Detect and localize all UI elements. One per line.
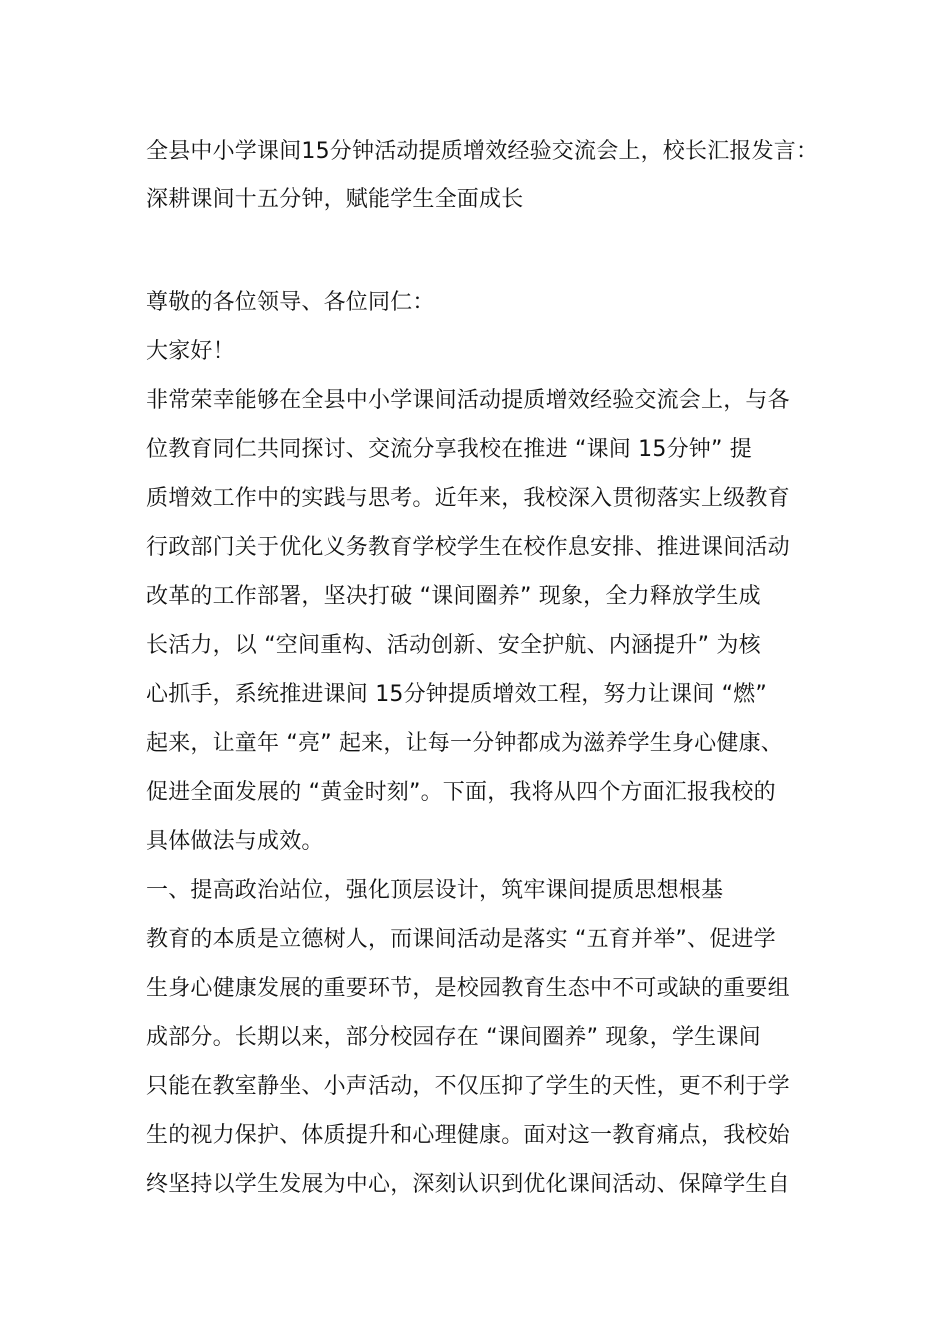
- section-1-line-3: 成部分。长期以来，部分校园存在 “课间圈养” 现象，学生课间: [146, 1025, 761, 1050]
- intro-line-10: 具体做法与成效。: [146, 829, 324, 854]
- document-title-line-1: 全县中小学课间15分钟活动提质增效经验交流会上，校长汇报发言：: [146, 139, 819, 164]
- intro-line-4: 行政部门关于优化义务教育学校学生在校作息安排、推进课间活动: [146, 535, 790, 560]
- section-1-line-1: 教育的本质是立德树人，而课间活动是落实 “五育并举”、促进学: [146, 927, 776, 952]
- intro-line-8: 起来，让童年 “亮” 起来，让每一分钟都成为滋养学生身心健康、: [146, 731, 783, 756]
- section-1-line-6: 终坚持以学生发展为中心，深刻认识到优化课间活动、保障学生自: [146, 1172, 790, 1197]
- intro-line-6: 长活力，以 “空间重构、活动创新、安全护航、内涵提升” 为核: [146, 633, 761, 658]
- salutation: 尊敬的各位领导、各位同仁：: [146, 290, 435, 315]
- intro-line-5: 改革的工作部署，坚决打破 “课间圈养” 现象，全力释放学生成: [146, 584, 761, 609]
- greeting: 大家好！: [146, 339, 235, 364]
- section-1-line-2: 生身心健康发展的重要环节，是校园教育生态中不可或缺的重要组: [146, 976, 790, 1001]
- section-1-line-5: 生的视力保护、体质提升和心理健康。面对这一教育痛点，我校始: [146, 1123, 790, 1148]
- document-title-line-2: 深耕课间十五分钟，赋能学生全面成长: [146, 187, 524, 212]
- intro-line-7: 心抓手，系统推进课间 15分钟提质增效工程，努力让课间 “燃”: [146, 682, 767, 707]
- intro-line-9: 促进全面发展的 “黄金时刻”。下面，我将从四个方面汇报我校的: [146, 780, 776, 805]
- section-1-heading: 一、提高政治站位，强化顶层设计，筑牢课间提质思想根基: [146, 878, 724, 903]
- section-1-line-4: 只能在教室静坐、小声活动，不仅压抑了学生的天性，更不利于学: [146, 1074, 790, 1099]
- intro-line-2: 位教育同仁共同探讨、交流分享我校在推进 “课间 15分钟” 提: [146, 437, 752, 462]
- intro-line-1: 非常荣幸能够在全县中小学课间活动提质增效经验交流会上，与各: [146, 388, 790, 413]
- intro-line-3: 质增效工作中的实践与思考。近年来，我校深入贯彻落实上级教育: [146, 486, 790, 511]
